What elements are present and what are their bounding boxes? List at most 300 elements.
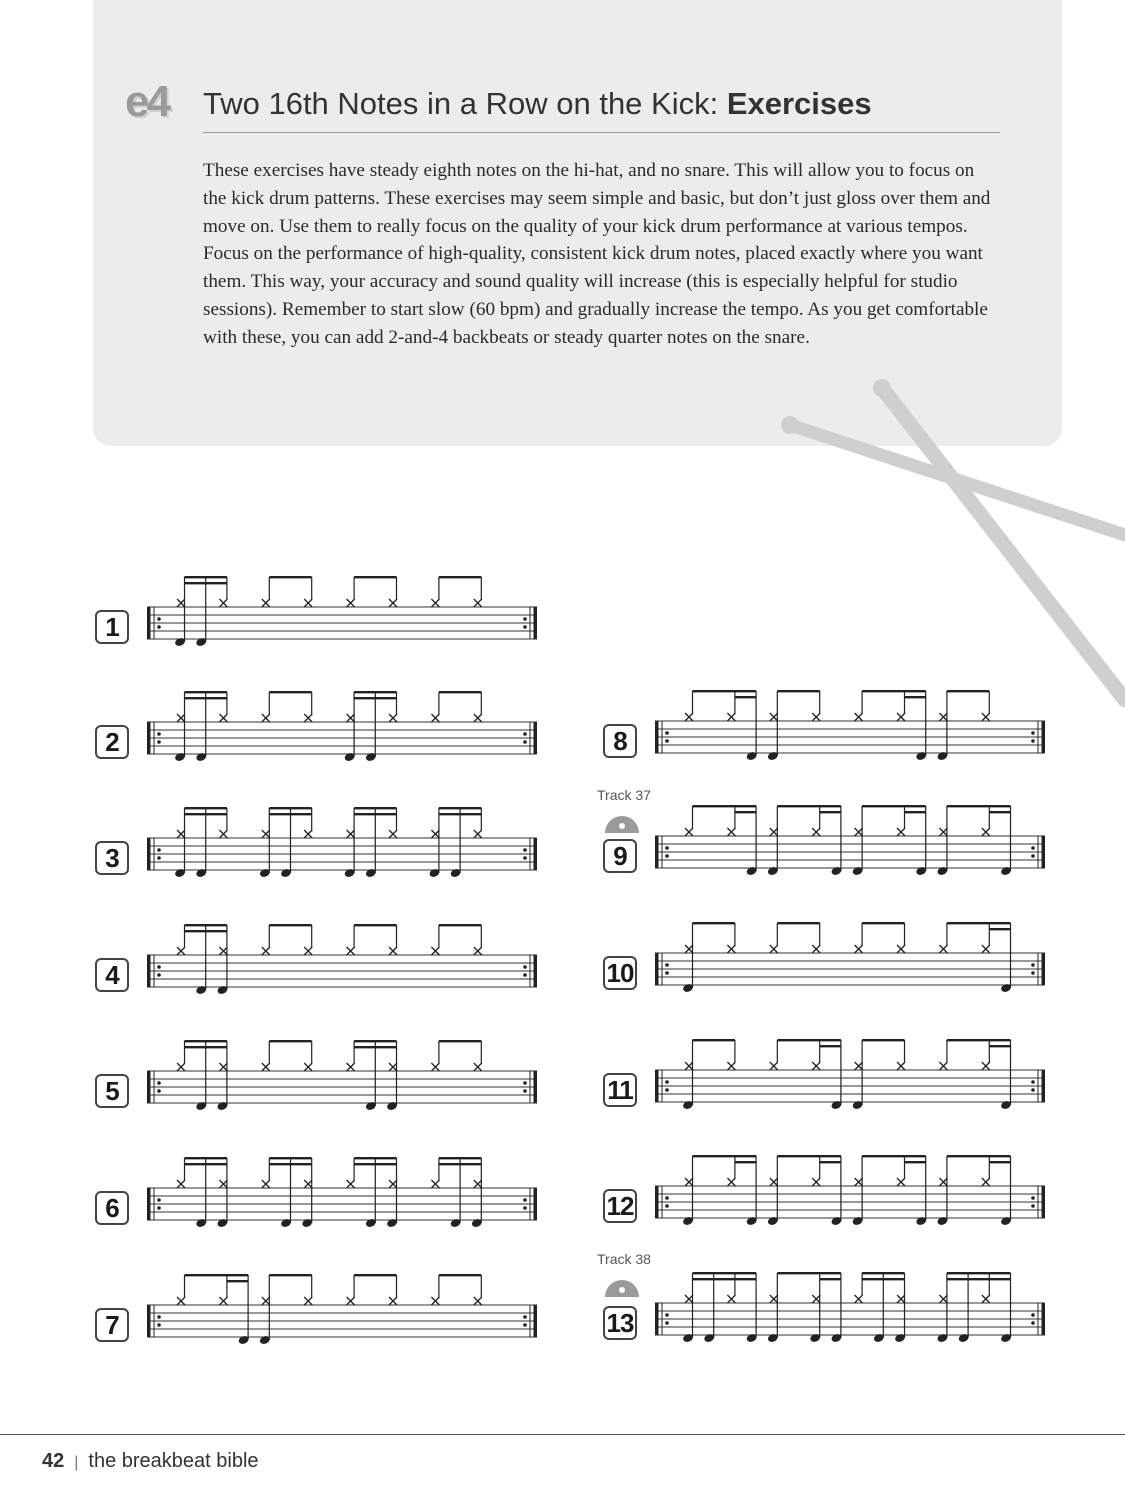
hihat-note	[727, 945, 735, 953]
note-beam-16th	[714, 1278, 735, 1280]
hihat-note	[812, 1178, 820, 1186]
repeat-dot	[523, 732, 527, 736]
note-beam-16th	[883, 1278, 904, 1280]
repeat-bar	[655, 953, 659, 985]
note-beam	[269, 576, 311, 578]
note-beam	[862, 805, 926, 807]
note-beam-16th	[820, 1161, 841, 1163]
repeat-bar	[147, 1188, 151, 1220]
repeat-dot	[157, 1323, 161, 1327]
drum-staff	[145, 803, 540, 883]
exercise-number: 7	[95, 1308, 129, 1342]
repeat-dot	[523, 965, 527, 969]
hihat-note	[855, 945, 863, 953]
hihat-note	[219, 599, 227, 607]
hihat-note	[431, 1297, 439, 1305]
hihat-note	[389, 830, 397, 838]
exercise-10	[603, 918, 1063, 1018]
section-title-bold: Exercises	[726, 86, 872, 121]
hihat-note	[474, 830, 482, 838]
hihat-note	[939, 1062, 947, 1070]
note-beam	[439, 576, 481, 578]
note-beam	[693, 805, 757, 807]
hihat-note	[812, 713, 820, 721]
repeat-dot	[1031, 846, 1035, 850]
repeat-dot	[1031, 971, 1035, 975]
repeat-dot	[157, 848, 161, 852]
repeat-dot	[157, 1081, 161, 1085]
hihat-note	[389, 947, 397, 955]
repeat-dot	[523, 617, 527, 621]
repeat-dot	[523, 848, 527, 852]
note-beam	[777, 1272, 841, 1274]
repeat-dot	[665, 1204, 669, 1208]
hihat-note	[347, 1297, 355, 1305]
hihat-note	[304, 947, 312, 955]
note-beam	[947, 690, 989, 692]
note-beam	[269, 807, 311, 809]
exercise-13	[603, 1268, 1063, 1368]
hihat-note	[177, 714, 185, 722]
hihat-note	[982, 828, 990, 836]
note-beam	[777, 1039, 841, 1041]
note-beam-16th	[735, 811, 756, 813]
hihat-note	[304, 714, 312, 722]
exercise-number: 10	[603, 956, 637, 990]
note-beam	[269, 1040, 311, 1042]
note-beam-16th	[291, 813, 312, 815]
repeat-dot	[665, 739, 669, 743]
hihat-note	[982, 713, 990, 721]
hihat-note	[262, 599, 270, 607]
repeat-dot	[157, 1315, 161, 1319]
note-beam-16th	[375, 1046, 396, 1048]
note-beam-16th	[206, 582, 227, 584]
repeat-bar	[147, 838, 151, 870]
drum-staff	[145, 1153, 540, 1233]
note-beam	[185, 1040, 227, 1042]
section-badge: e4	[125, 77, 168, 126]
note-beam	[185, 576, 227, 578]
repeat-dot	[665, 846, 669, 850]
repeat-dot	[523, 1089, 527, 1093]
hihat-note	[431, 947, 439, 955]
hihat-note	[177, 599, 185, 607]
repeat-dot	[1031, 1080, 1035, 1084]
note-beam-16th	[947, 1278, 968, 1280]
note-beam	[439, 1040, 481, 1042]
exercise-number: 1	[95, 610, 129, 644]
note-beam-16th	[185, 813, 206, 815]
hihat-note	[474, 947, 482, 955]
note-beam-16th	[905, 1161, 926, 1163]
repeat-bar	[655, 1186, 659, 1218]
hihat-note	[219, 1297, 227, 1305]
note-beam	[439, 691, 481, 693]
drum-staff	[653, 1268, 1048, 1348]
note-beam	[269, 691, 311, 693]
hihat-note	[347, 947, 355, 955]
drum-staff	[653, 918, 1048, 998]
hihat-note	[262, 1297, 270, 1305]
note-beam-16th	[735, 1161, 756, 1163]
hihat-note	[727, 713, 735, 721]
repeat-dot	[157, 856, 161, 860]
note-beam	[269, 1274, 311, 1276]
hihat-note	[770, 1295, 778, 1303]
note-beam-16th	[375, 813, 396, 815]
hihat-note	[939, 1295, 947, 1303]
exercise-9	[603, 801, 1063, 901]
hihat-note	[347, 830, 355, 838]
note-beam	[185, 1274, 249, 1276]
hihat-note	[474, 599, 482, 607]
hihat-note	[177, 947, 185, 955]
note-beam	[185, 1157, 227, 1159]
note-beam-16th	[354, 813, 375, 815]
note-beam	[862, 1039, 904, 1041]
repeat-dot	[523, 1323, 527, 1327]
repeat-dot	[523, 1081, 527, 1085]
hihat-note	[347, 1063, 355, 1071]
repeat-bar	[1042, 1186, 1046, 1218]
note-beam-16th	[269, 813, 290, 815]
repeat-bar	[147, 1305, 151, 1337]
hihat-note	[685, 1062, 693, 1070]
drum-staff	[145, 1270, 540, 1350]
note-beam	[439, 924, 481, 926]
note-beam	[354, 691, 396, 693]
hihat-note	[474, 1063, 482, 1071]
repeat-dot	[1031, 854, 1035, 858]
repeat-bar	[534, 607, 538, 639]
repeat-dot	[1031, 1204, 1035, 1208]
note-beam	[185, 691, 227, 693]
exercise-number: 3	[95, 841, 129, 875]
repeat-dot	[665, 963, 669, 967]
repeat-dot	[523, 740, 527, 744]
repeat-dot	[1031, 731, 1035, 735]
note-beam-16th	[185, 1046, 206, 1048]
note-beam	[862, 1155, 926, 1157]
note-beam	[693, 690, 757, 692]
hihat-note	[855, 1178, 863, 1186]
note-beam	[439, 1274, 481, 1276]
hihat-note	[982, 945, 990, 953]
drum-staff	[653, 1035, 1048, 1115]
repeat-bar	[1042, 721, 1046, 753]
note-beam-16th	[206, 697, 227, 699]
note-beam-16th	[375, 1163, 396, 1165]
hihat-note	[982, 1178, 990, 1186]
drum-staff	[653, 801, 1048, 881]
note-beam	[693, 1272, 757, 1274]
note-beam-16th	[354, 1163, 375, 1165]
hihat-note	[939, 1178, 947, 1186]
exercise-5	[95, 1036, 555, 1136]
hihat-note	[855, 1062, 863, 1070]
exercise-7	[95, 1270, 555, 1370]
note-beam-16th	[735, 696, 756, 698]
note-beam	[947, 1272, 1011, 1274]
repeat-dot	[523, 973, 527, 977]
hihat-note	[685, 1178, 693, 1186]
hihat-note	[727, 1062, 735, 1070]
exercise-number: 4	[95, 958, 129, 992]
note-beam-16th	[291, 1163, 312, 1165]
repeat-dot	[1031, 963, 1035, 967]
hihat-note	[262, 1180, 270, 1188]
repeat-bar	[534, 722, 538, 754]
hihat-note	[389, 1180, 397, 1188]
hihat-note	[431, 1063, 439, 1071]
repeat-bar	[147, 607, 151, 639]
note-beam	[354, 576, 396, 578]
hihat-note	[770, 945, 778, 953]
repeat-dot	[1031, 739, 1035, 743]
hihat-note	[262, 947, 270, 955]
note-beam-16th	[206, 930, 227, 932]
hihat-note	[685, 828, 693, 836]
repeat-dot	[157, 965, 161, 969]
exercise-number: 6	[95, 1191, 129, 1225]
exercise-number: 8	[603, 724, 637, 758]
hihat-note	[897, 1178, 905, 1186]
footer-separator: |	[74, 1454, 79, 1471]
note-beam-16th	[820, 1278, 841, 1280]
note-beam-16th	[693, 1278, 714, 1280]
cd-icon	[604, 1272, 640, 1298]
note-beam	[354, 1157, 396, 1159]
hihat-note	[177, 1297, 185, 1305]
note-beam-16th	[354, 1046, 375, 1048]
note-beam-16th	[185, 697, 206, 699]
hihat-note	[982, 1062, 990, 1070]
repeat-bar	[1042, 836, 1046, 868]
note-beam	[777, 690, 819, 692]
repeat-dot	[523, 1198, 527, 1202]
note-beam	[693, 922, 735, 924]
hihat-note	[812, 945, 820, 953]
hihat-note	[262, 714, 270, 722]
note-beam-16th	[862, 1278, 883, 1280]
hihat-note	[770, 828, 778, 836]
hihat-note	[219, 830, 227, 838]
note-beam	[439, 807, 481, 809]
hihat-note	[431, 1180, 439, 1188]
track-38-label: Track 38	[597, 1251, 651, 1267]
exercise-number: 12	[603, 1189, 637, 1223]
note-beam-16th	[354, 697, 375, 699]
hihat-note	[304, 1063, 312, 1071]
book-title: the breakbeat bible	[88, 1450, 259, 1472]
repeat-bar	[1042, 953, 1046, 985]
repeat-dot	[1031, 1313, 1035, 1317]
note-beam	[185, 924, 227, 926]
repeat-bar	[655, 1303, 659, 1335]
repeat-bar	[1042, 1303, 1046, 1335]
exercise-number: 11	[603, 1073, 637, 1107]
note-beam-16th	[905, 696, 926, 698]
hihat-note	[219, 1063, 227, 1071]
hihat-note	[304, 1297, 312, 1305]
repeat-dot	[523, 1206, 527, 1210]
exercise-2	[95, 687, 555, 787]
hihat-note	[389, 714, 397, 722]
note-beam	[947, 1039, 1011, 1041]
hihat-note	[727, 1295, 735, 1303]
note-beam	[269, 1157, 311, 1159]
hihat-note	[431, 714, 439, 722]
note-beam-16th	[989, 1278, 1010, 1280]
repeat-bar	[147, 1071, 151, 1103]
hihat-note	[685, 945, 693, 953]
hihat-note	[812, 1295, 820, 1303]
note-beam	[185, 807, 227, 809]
hihat-note	[939, 713, 947, 721]
note-beam	[947, 1155, 1011, 1157]
page-footer	[42, 1450, 259, 1473]
exercise-11	[603, 1035, 1063, 1135]
repeat-bar	[655, 836, 659, 868]
hihat-note	[727, 1178, 735, 1186]
hihat-note	[897, 945, 905, 953]
hihat-note	[219, 947, 227, 955]
hihat-note	[685, 713, 693, 721]
repeat-dot	[665, 731, 669, 735]
section-title	[203, 86, 1000, 133]
hihat-note	[812, 1062, 820, 1070]
hihat-note	[897, 1062, 905, 1070]
hihat-note	[389, 1297, 397, 1305]
exercise-1	[95, 572, 555, 672]
note-beam	[862, 690, 926, 692]
note-beam-16th	[989, 928, 1010, 930]
repeat-bar	[534, 838, 538, 870]
repeat-dot	[157, 1206, 161, 1210]
hihat-note	[431, 599, 439, 607]
note-beam-16th	[439, 813, 460, 815]
hihat-note	[474, 1297, 482, 1305]
repeat-dot	[665, 1088, 669, 1092]
note-beam-16th	[439, 1163, 460, 1165]
repeat-dot	[523, 1315, 527, 1319]
note-beam	[354, 1040, 396, 1042]
note-beam-16th	[227, 1280, 248, 1282]
note-beam	[354, 1274, 396, 1276]
note-beam-16th	[375, 697, 396, 699]
drum-staff	[145, 572, 540, 652]
hihat-note	[304, 599, 312, 607]
drumsticks-icon	[760, 360, 1125, 720]
exercise-6	[95, 1153, 555, 1253]
repeat-bar	[147, 955, 151, 987]
note-beam	[862, 922, 904, 924]
repeat-dot	[523, 856, 527, 860]
repeat-dot	[665, 854, 669, 858]
note-beam-16th	[206, 1046, 227, 1048]
hihat-note	[262, 830, 270, 838]
hihat-note	[219, 714, 227, 722]
hihat-note	[855, 828, 863, 836]
note-beam-16th	[206, 813, 227, 815]
exercise-3	[95, 803, 555, 903]
drum-staff	[653, 686, 1048, 766]
repeat-dot	[1031, 1321, 1035, 1325]
repeat-dot	[157, 617, 161, 621]
exercise-number: 9	[603, 839, 637, 873]
note-beam-16th	[460, 813, 481, 815]
note-beam-16th	[968, 1278, 989, 1280]
hihat-note	[897, 713, 905, 721]
hihat-note	[431, 830, 439, 838]
repeat-bar	[655, 1070, 659, 1102]
hihat-note	[727, 828, 735, 836]
hihat-note	[474, 714, 482, 722]
hihat-note	[897, 828, 905, 836]
note-beam-16th	[206, 1163, 227, 1165]
hihat-note	[855, 1295, 863, 1303]
repeat-bar	[534, 1305, 538, 1337]
hihat-note	[347, 599, 355, 607]
drum-staff	[145, 687, 540, 767]
note-beam	[947, 922, 1011, 924]
repeat-bar	[534, 1188, 538, 1220]
hihat-note	[770, 1178, 778, 1186]
exercise-8	[603, 686, 1063, 786]
hihat-note	[177, 830, 185, 838]
note-beam-16th	[185, 1163, 206, 1165]
hihat-note	[262, 1063, 270, 1071]
repeat-bar	[534, 955, 538, 987]
note-beam	[862, 1272, 904, 1274]
hihat-note	[304, 830, 312, 838]
repeat-dot	[665, 971, 669, 975]
note-beam-16th	[989, 1161, 1010, 1163]
repeat-dot	[1031, 1088, 1035, 1092]
note-beam-16th	[185, 930, 206, 932]
note-beam	[439, 1157, 481, 1159]
hihat-note	[685, 1295, 693, 1303]
exercise-number: 2	[95, 725, 129, 759]
note-beam-16th	[820, 1045, 841, 1047]
repeat-dot	[157, 973, 161, 977]
hihat-note	[474, 1180, 482, 1188]
exercise-number: 5	[95, 1074, 129, 1108]
repeat-bar	[1042, 1070, 1046, 1102]
footer-rule	[0, 1434, 1125, 1435]
repeat-dot	[1031, 1196, 1035, 1200]
repeat-dot	[157, 1089, 161, 1093]
repeat-dot	[157, 740, 161, 744]
hihat-note	[347, 714, 355, 722]
repeat-dot	[157, 1198, 161, 1202]
repeat-dot	[157, 625, 161, 629]
section-title-text: Two 16th Notes in a Row on the Kick:	[203, 86, 727, 121]
note-beam	[947, 805, 1011, 807]
hihat-note	[770, 713, 778, 721]
repeat-dot	[665, 1080, 669, 1084]
exercise-number: 13	[603, 1306, 637, 1340]
hihat-note	[389, 1063, 397, 1071]
hihat-note	[304, 1180, 312, 1188]
repeat-dot	[665, 1313, 669, 1317]
drum-staff	[145, 920, 540, 1000]
repeat-bar	[147, 722, 151, 754]
hihat-note	[177, 1063, 185, 1071]
repeat-dot	[665, 1321, 669, 1325]
hihat-note	[939, 945, 947, 953]
